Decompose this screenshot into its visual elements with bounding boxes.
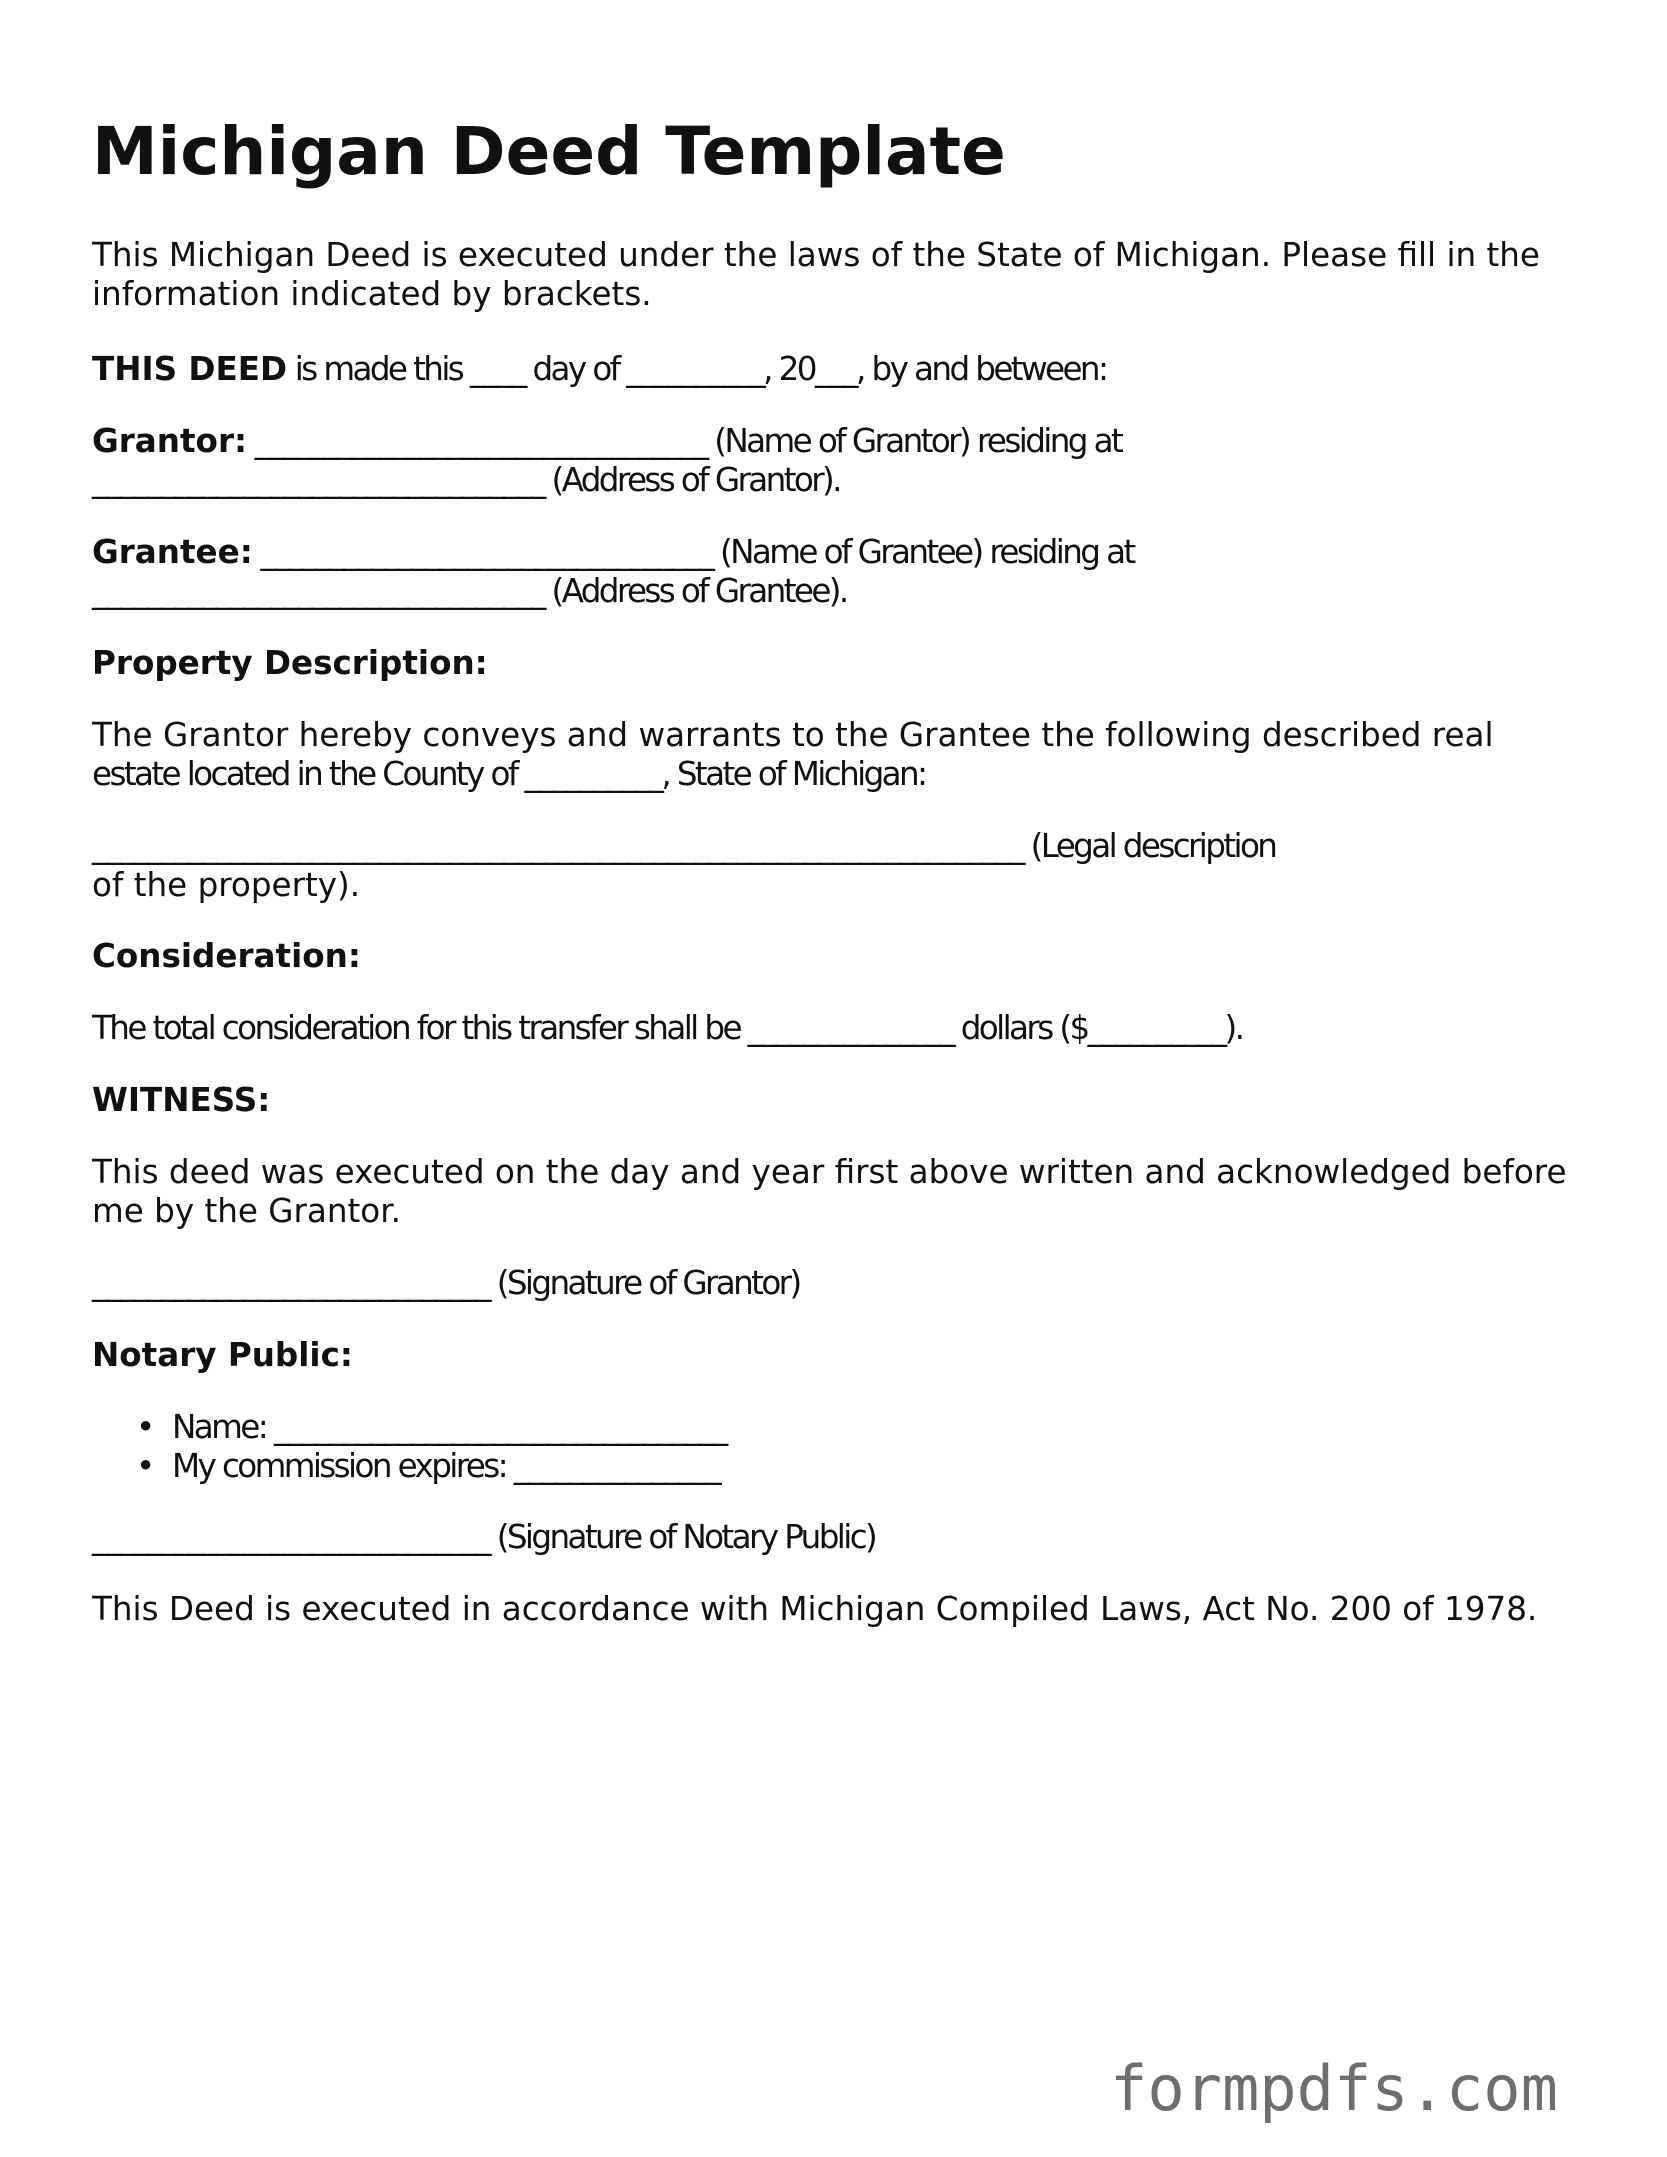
legal-description-line-1: ____________________________________________________________________ (Legal description (92, 827, 1276, 865)
property-paragraph (92, 716, 1494, 794)
grantee-address-line: _________________________________ (Address of Grantee). (92, 572, 847, 610)
intro-paragraph (92, 236, 1540, 314)
witness-line-2: me by the Grantor. (92, 1192, 401, 1230)
grantor-signature-line: _____________________________ (Signature of Grantor) (92, 1264, 800, 1302)
deed-date-line (92, 350, 1106, 389)
witness-line-1: This deed was executed on the day and year first above written and acknowledged before (92, 1153, 1567, 1191)
grantor-label: Grantor: (92, 422, 248, 460)
grantor-block (92, 422, 1121, 500)
property-line-1: The Grantor hereby conveys and warrants to the Grantee the following described real (92, 716, 1494, 754)
notary-signature-line: _____________________________ (Signature of Notary Public) (92, 1518, 876, 1556)
legal-description (92, 827, 1275, 905)
grantee-label: Grantee: (92, 533, 253, 571)
intro-line-2: information indicated by brackets. (92, 275, 652, 313)
notary-list (92, 1408, 726, 1486)
grantor-address-line: _________________________________ (Address of Grantor). (92, 461, 840, 499)
consideration-line: The total consideration for this transfer shall be _______________ dollars ($__________). (92, 1009, 1243, 1047)
grantee-name-line: _________________________________ (Name of Grantee) residing at (252, 533, 1134, 571)
property-line-2: estate located in the County of __________, State of Michigan: (92, 755, 926, 793)
legal-description-line-2: of the property). (92, 866, 361, 904)
property-heading: Property Description: (92, 644, 488, 682)
witness-heading: WITNESS: (92, 1081, 271, 1119)
deed-date-text: is made this ____ day of __________, 20___, by and between: (287, 350, 1107, 388)
closing-statement: This Deed is executed in accordance with Michigan Compiled Laws, Act No. 200 of 1978. (92, 1590, 1538, 1628)
consideration-heading: Consideration: (92, 937, 361, 975)
intro-line-1: This Michigan Deed is executed under the laws of the State of Michigan. Please fill in the (92, 236, 1540, 274)
page-title: Michigan Deed Template (92, 113, 1006, 190)
this-deed-label: THIS DEED (92, 350, 288, 388)
grantee-block (92, 533, 1134, 611)
watermark: formpdfs.com (1110, 2052, 1558, 2125)
notary-heading: Notary Public: (92, 1336, 353, 1374)
notary-commission-item: • My commission expires: _______________ (92, 1447, 726, 1486)
witness-paragraph (92, 1153, 1567, 1231)
grantor-name-line: _________________________________ (Name of Grantor) residing at (247, 422, 1122, 460)
notary-name-item: • Name: _________________________________ (92, 1408, 726, 1447)
